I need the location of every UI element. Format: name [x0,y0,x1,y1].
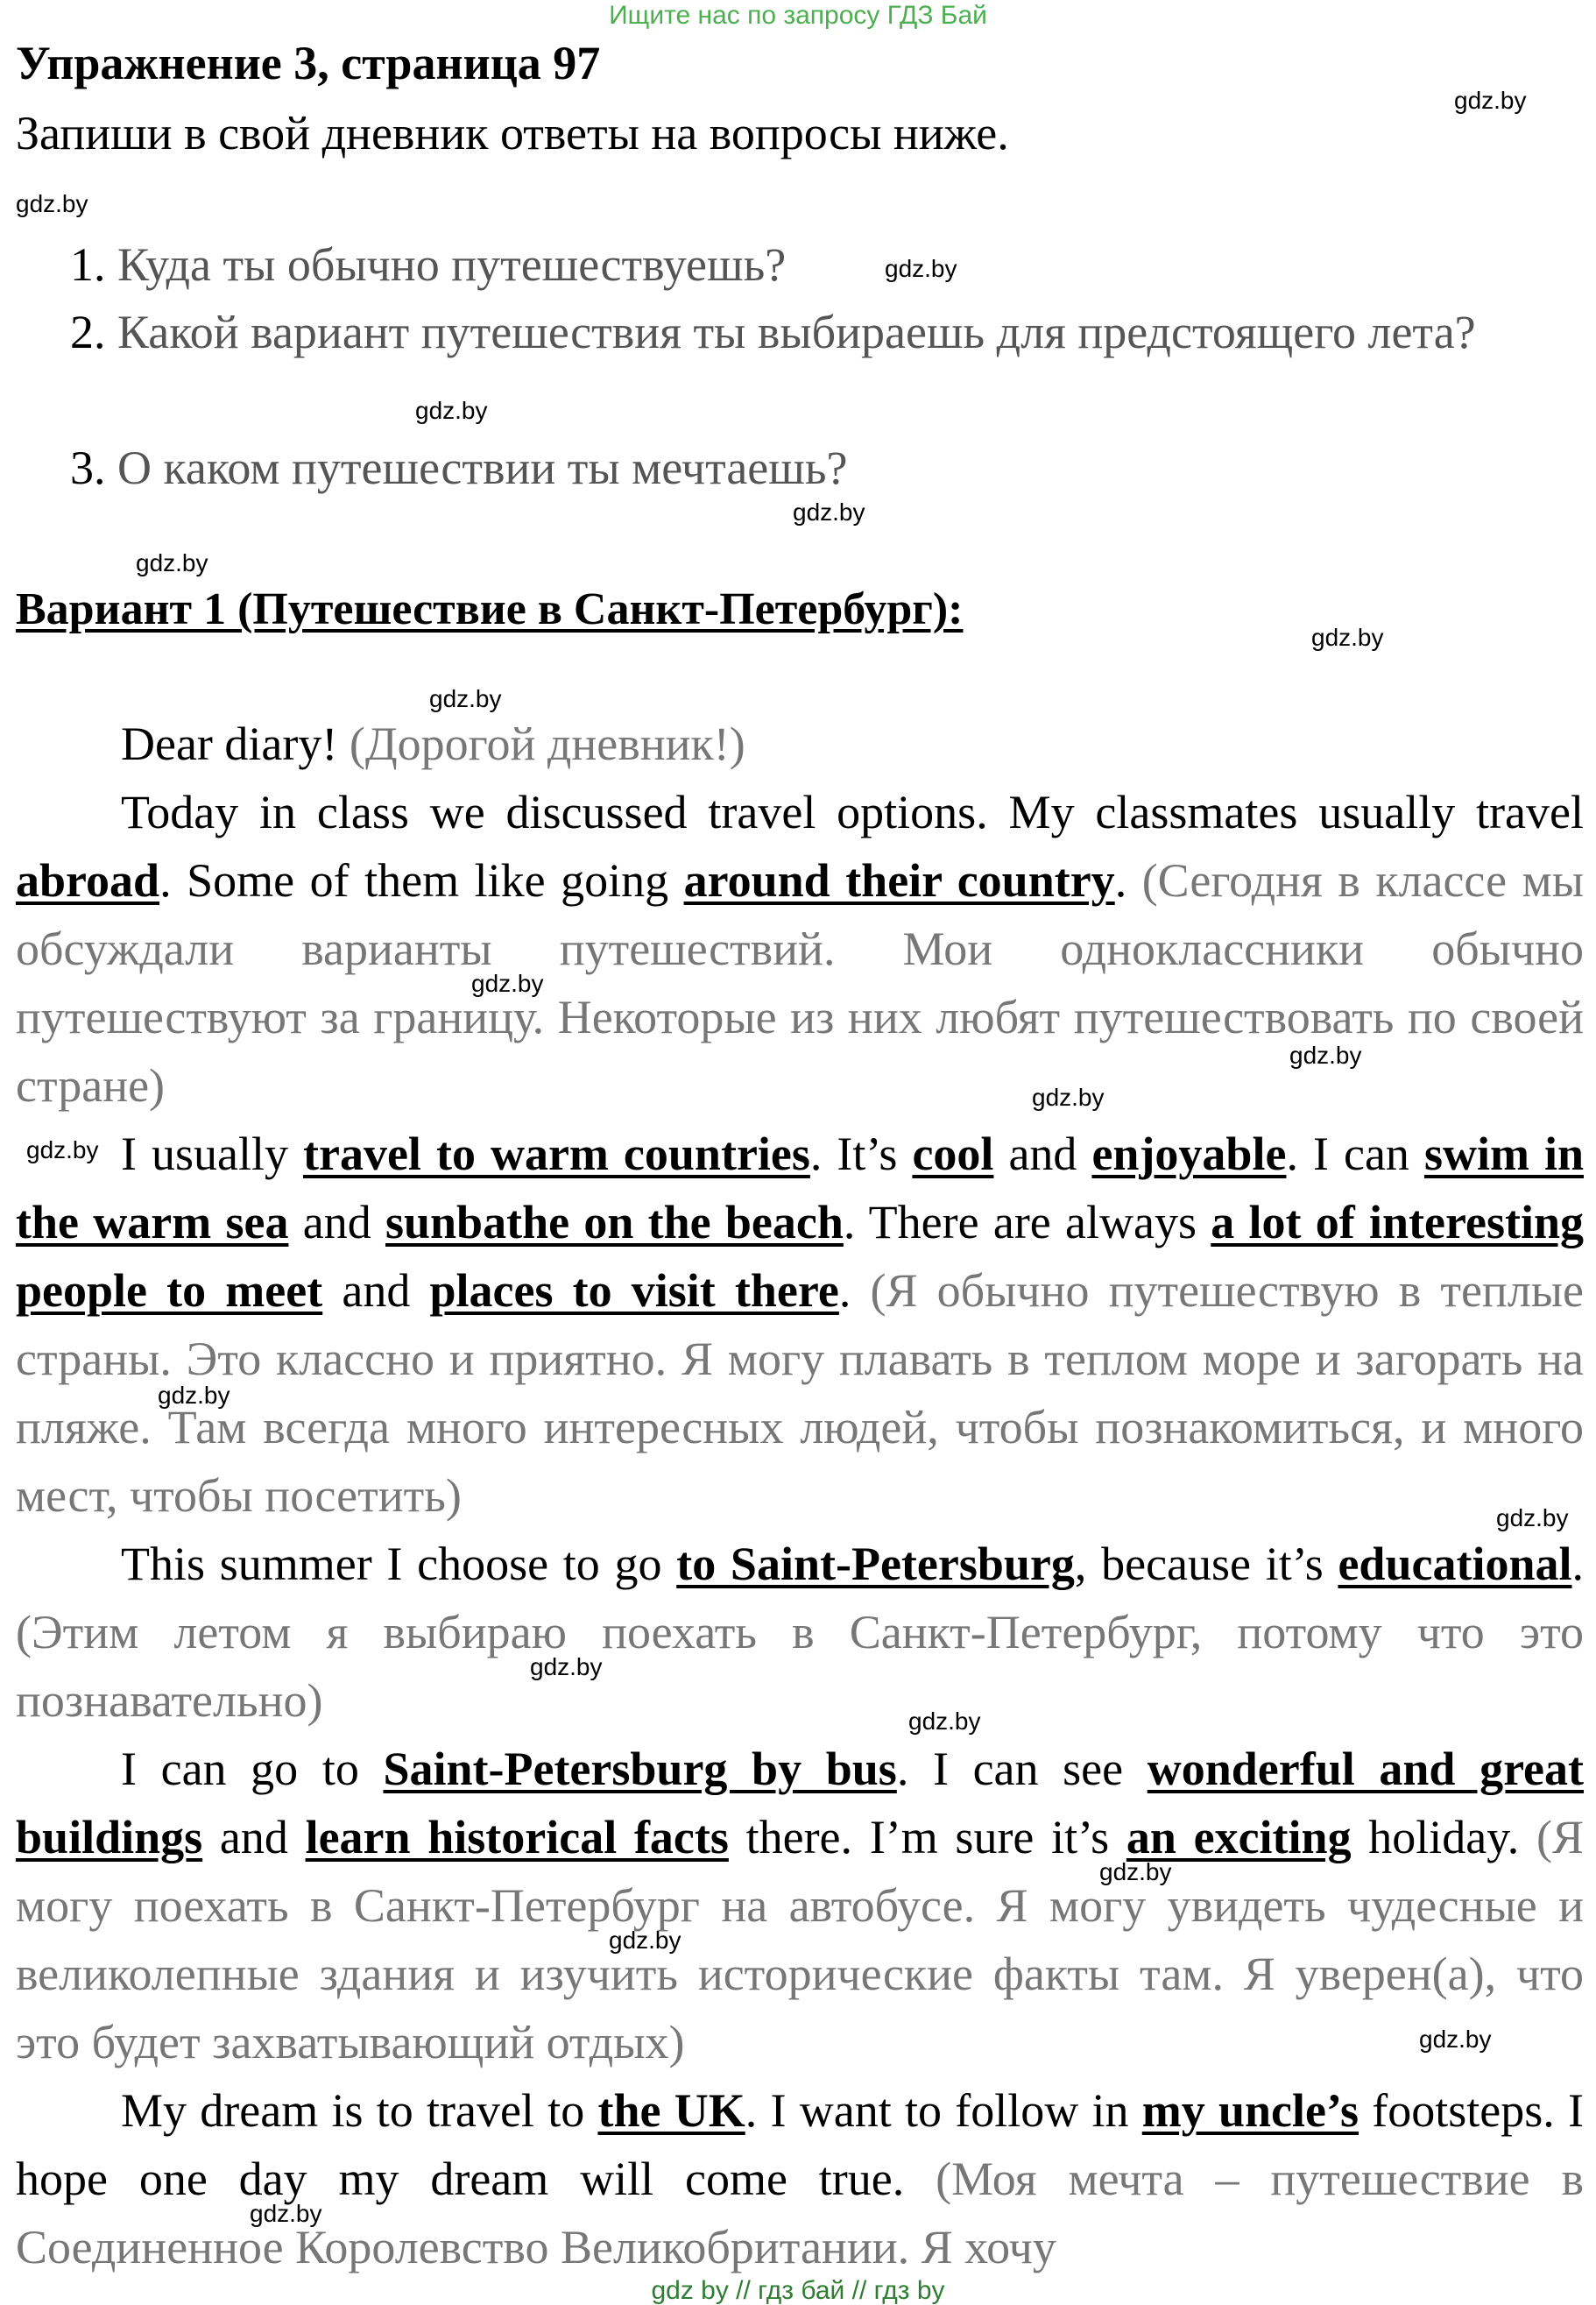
search-banner: Ищите нас по запросу ГДЗ Бай [609,1,987,30]
paragraph-4 [16,1530,1584,1735]
key-phrase: educational [1338,1538,1572,1590]
watermark: gdz.by [885,255,957,282]
watermark: gdz.by [1311,624,1384,651]
en-text: I usually [121,1128,304,1180]
en-text: footsteps. I hope one day my dream will come true. [16,2084,1584,2205]
question-text: О каком путешествии ты мечтаешь? [117,442,848,494]
watermark: gdz.by [1496,1504,1569,1531]
en-text: and [322,1264,430,1317]
en-text: and [288,1196,385,1248]
en-text: Today in class we discussed travel options. My classmates usually travel [121,786,1584,838]
key-phrase: enjoyable [1091,1128,1287,1180]
footer-links: gdz by // гдз бай // гдз by [651,2276,945,2305]
en-text: This summer I choose to go [121,1538,677,1590]
watermark: gdz.by [250,2200,322,2227]
key-phrase: abroad [16,854,160,907]
instruction-text: Запиши в свой дневник ответы на вопросы ниже. [16,107,1009,159]
watermark: gdz.by [136,549,208,576]
en-text: . Some of them like going [159,854,684,907]
key-phrase: a lot of interesting people to meet [16,1196,1585,1317]
ru-translation: (Дорогой дневник!) [349,718,745,770]
key-phrase: sunbathe on the beach [385,1196,844,1248]
question-number: 1. [70,238,106,291]
ru-translation: (Я могу поехать в Санкт-Петербург на автобусе. Я могу увидеть чудесные и великолепные здания и изучить исторические факты там. Я уверен(а), что это будет захватывающий отдых) [16,1811,1584,2068]
en-text: . I can [1286,1128,1424,1180]
en-text: . There are always [843,1196,1211,1248]
watermark: gdz.by [793,498,865,526]
key-phrase: to Saint-Petersburg [676,1538,1075,1590]
watermark: gdz.by [158,1382,230,1409]
en-text: there. I’m sure it’s [728,1811,1126,1863]
ru-translation: (Моя мечта – путешествие в Соединенное Королевство Великобритании. Я хочу [16,2153,1584,2273]
watermark: gdz.by [16,190,88,217]
en-text: Dear diary! [121,718,338,770]
watermark: gdz.by [1419,2026,1492,2053]
question-2 [70,302,1592,362]
en-text: My dream is to travel to [121,2084,598,2137]
watermark: gdz.by [1032,1084,1105,1111]
ru-translation: (Этим летом я выбираю поехать в Санкт-Петербург, потому что это познавательно) [16,1606,1584,1727]
question-1 [70,235,1559,294]
watermark: gdz.by [530,1653,603,1680]
ru-translation: (Сегодня в классе мы обсуждали варианты путешествий. Мои одноклассники обычно путешествуют за границу. Некоторые из них любят путешествовать по своей стране) [16,854,1584,1112]
question-number: 3. [70,442,106,494]
en-text: . [1114,854,1127,907]
watermark: gdz.by [609,1927,681,1954]
watermark: gdz.by [415,397,488,424]
key-phrase: places to visit there [429,1264,839,1317]
watermark: gdz.by [1289,1042,1362,1069]
paragraph-5 [16,1735,1584,2076]
watermark: gdz.by [908,1708,981,1735]
diary-text [16,710,1584,2281]
question-number: 2. [70,306,106,358]
watermark: gdz.by [1099,1858,1172,1885]
paragraph-6 [16,2076,1584,2281]
en-text: holiday. [1351,1811,1520,1863]
key-phrase: an exciting [1126,1811,1352,1863]
key-phrase: Saint-Petersburg by bus [383,1743,897,1795]
key-phrase: learn historical facts [305,1811,729,1863]
paragraph-3 [16,1120,1584,1530]
en-text: . I can see [896,1743,1148,1795]
key-phrase: wonderful and great buildings [16,1743,1585,1863]
question-3 [70,438,1559,498]
en-text: I can go to [121,1743,384,1795]
en-text: . It’s [809,1128,913,1180]
variant-heading: Вариант 1 (Путешествие в Санкт-Петербург): [16,584,964,634]
key-phrase: travel to warm countries [303,1128,810,1180]
key-phrase: cool [912,1128,994,1180]
en-text: . [1571,1538,1584,1590]
en-text: , because it’s [1074,1538,1338,1590]
watermark: gdz.by [1454,87,1527,114]
key-phrase: my uncle’s [1141,2084,1359,2137]
key-phrase: around their country [683,854,1115,907]
en-text: . [838,1264,851,1317]
question-text: Куда ты обычно путешествуешь? [117,238,787,291]
question-text: Какой вариант путешествия ты выбираешь для предстоящего лета? [117,306,1476,358]
en-text: . I want to follow in [745,2084,1142,2137]
en-text: and [202,1811,306,1863]
key-phrase: the UK [597,2084,745,2137]
page-title: Упражнение 3, страница 97 [16,37,601,89]
watermark: gdz.by [471,970,544,997]
watermark: gdz.by [429,685,502,712]
paragraph-1 [16,710,1584,778]
watermark: gdz.by [26,1136,99,1163]
ru-translation: (Я обычно путешествую в теплые страны. Это классно и приятно. Я могу плавать в теплом море и загорать на пляже. Там всегда много интересных людей, чтобы познакомиться, и много мест, чтобы посетить) [16,1264,1585,1522]
key-phrase: swim in the warm sea [16,1128,1584,1248]
en-text: and [993,1128,1092,1180]
